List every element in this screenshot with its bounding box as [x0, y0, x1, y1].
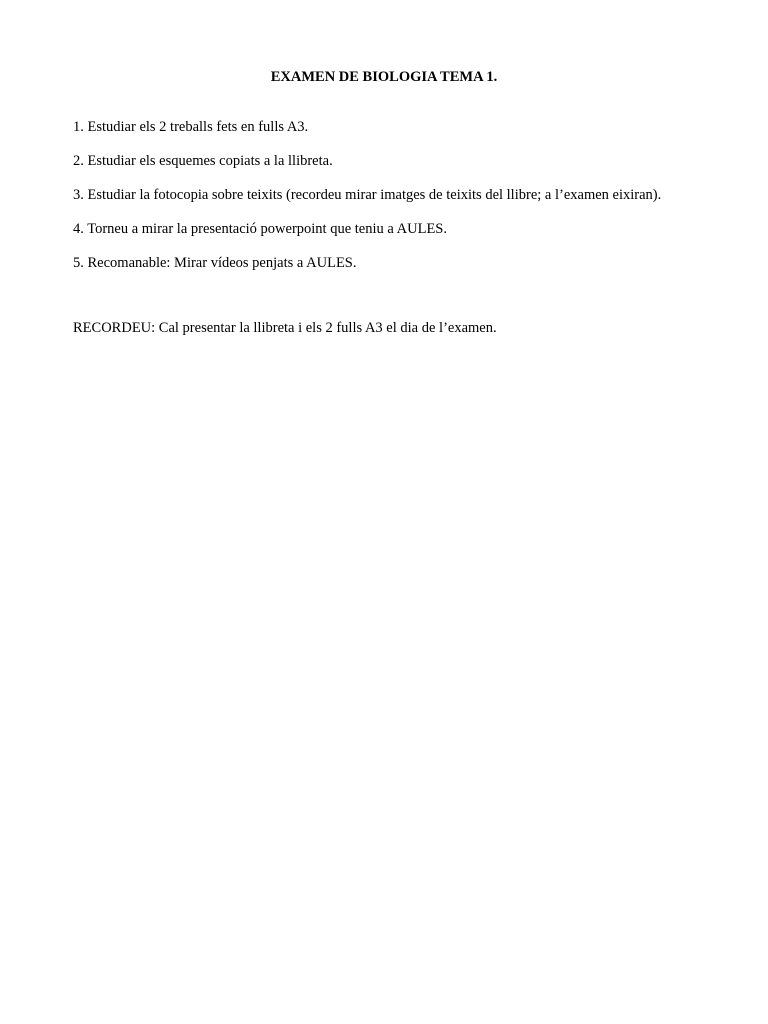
- document-title: EXAMEN DE BIOLOGIA TEMA 1.: [270, 69, 498, 85]
- list-item-1: 1. Estudiar els 2 treballs fets en fulls A3.: [73, 119, 309, 135]
- document-body: [73, 119, 673, 337]
- list-item-2: 2. Estudiar els esquemes copiats a la llibreta.: [73, 153, 333, 169]
- list-item-5: 5. Recomanable: Mirar vídeos penjats a AULES.: [73, 255, 357, 271]
- reminder-note: RECORDEU: Cal presentar la llibreta i els 2 fulls A3 el dia de l’examen.: [73, 320, 497, 336]
- list-item-4: 4. Torneu a mirar la presentació powerpoint que teniu a AULES.: [73, 221, 447, 237]
- list-item-3: 3. Estudiar la fotocopia sobre teixits (recordeu mirar imatges de teixits del llibre; a l’examen eixiran).: [73, 187, 662, 203]
